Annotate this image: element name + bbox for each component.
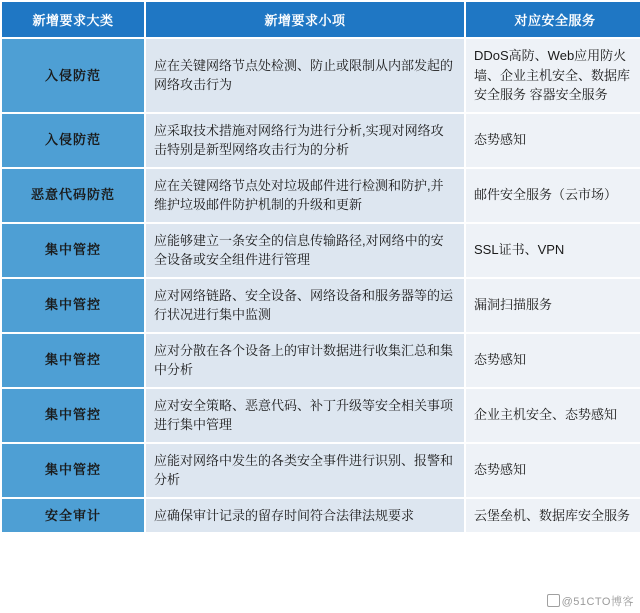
cell-category: 入侵防范 [2,39,144,112]
cell-item: 应采取技术措施对网络行为进行分析,实现对网络攻击特别是新型网络攻击行为的分析 [146,114,464,167]
column-header-category: 新增要求大类 [2,2,144,37]
cell-item: 应确保审计记录的留存时间符合法律法规要求 [146,499,464,533]
cell-item: 应对网络链路、安全设备、网络设备和服务器等的运行状况进行集中监测 [146,279,464,332]
table-row [2,389,640,442]
cell-service: 态势感知 [466,444,640,497]
cell-category: 恶意代码防范 [2,169,144,222]
cell-service: 企业主机安全、态势感知 [466,389,640,442]
cell-category: 安全审计 [2,499,144,533]
cell-category: 集中管控 [2,334,144,387]
cell-item: 应能对网络中发生的各类安全事件进行识别、报警和分析 [146,444,464,497]
cell-service: 云堡垒机、数据库安全服务 [466,499,640,533]
column-header-service: 对应安全服务 [466,2,640,37]
table-row [2,224,640,277]
cell-service: 态势感知 [466,114,640,167]
cell-service: SSL证书、VPN [466,224,640,277]
watermark-logo-icon [547,594,560,607]
cell-item: 应在关键网络节点处对垃圾邮件进行检测和防护,并维护垃圾邮件防护机制的升级和更新 [146,169,464,222]
cell-item: 应在关键网络节点处检测、防止或限制从内部发起的网络攻击行为 [146,39,464,112]
table-row [2,279,640,332]
table-row [2,114,640,167]
watermark-text: @51CTO博客 [561,596,634,608]
cell-service: 态势感知 [466,334,640,387]
table-row [2,39,640,112]
column-header-item: 新增要求小项 [146,2,464,37]
cell-service: 漏洞扫描服务 [466,279,640,332]
cell-category: 集中管控 [2,389,144,442]
watermark [547,592,634,609]
cell-category: 集中管控 [2,224,144,277]
table-body [2,39,640,532]
cell-item: 应能够建立一条安全的信息传输路径,对网络中的安全设备或安全组件进行管理 [146,224,464,277]
cell-service: DDoS高防、Web应用防火墙、企业主机安全、数据库安全服务 容器安全服务 [466,39,640,112]
cell-category: 集中管控 [2,444,144,497]
cell-category: 集中管控 [2,279,144,332]
cell-service: 邮件安全服务（云市场） [466,169,640,222]
cell-item: 应对安全策略、恶意代码、补丁升级等安全相关事项进行集中管理 [146,389,464,442]
table-row [2,169,640,222]
table-row [2,334,640,387]
cell-item: 应对分散在各个设备上的审计数据进行收集汇总和集中分析 [146,334,464,387]
table-row [2,444,640,497]
table-row [2,499,640,533]
cell-category: 入侵防范 [2,114,144,167]
table-header-row [2,2,640,37]
